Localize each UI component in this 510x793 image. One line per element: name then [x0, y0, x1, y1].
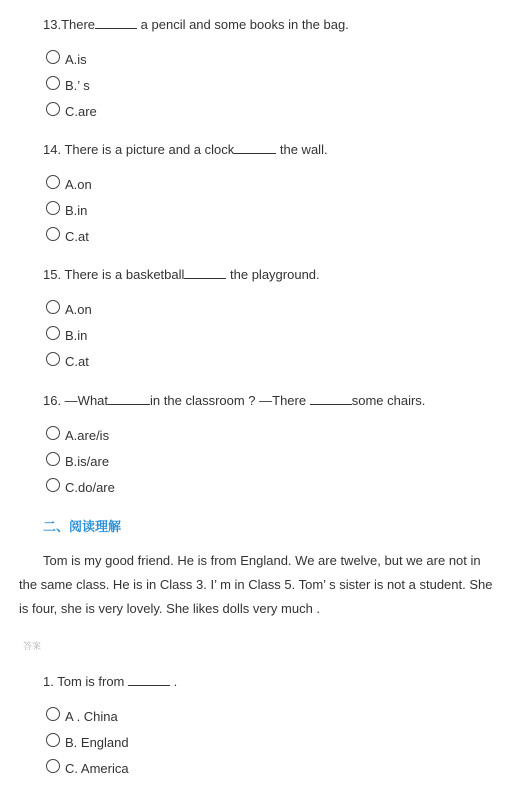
- answer-blank: [128, 673, 170, 686]
- question-13-suffix: a pencil and some books in the bag.: [137, 17, 349, 32]
- radio-button-icon[interactable]: [46, 478, 60, 492]
- radio-button-icon[interactable]: [46, 759, 60, 773]
- option-label: B.is/are: [65, 454, 110, 469]
- option-label: C.at: [65, 229, 89, 244]
- radio-button-icon[interactable]: [46, 50, 60, 64]
- reading-passage: [19, 549, 493, 621]
- radio-button-icon[interactable]: [46, 326, 60, 340]
- option-label: A.is: [65, 52, 87, 67]
- question-14-suffix: the wall.: [276, 142, 328, 157]
- radio-button-icon[interactable]: [46, 175, 60, 189]
- answer-label[interactable]: 答案: [23, 641, 42, 651]
- option-label: A.on: [65, 177, 92, 192]
- answer-blank: [108, 392, 150, 405]
- option-label: B.in: [65, 328, 88, 343]
- radio-button-icon[interactable]: [46, 76, 60, 90]
- option-label: B.in: [65, 203, 88, 218]
- option-label: C. America: [65, 761, 129, 776]
- radio-button-icon[interactable]: [46, 352, 60, 366]
- answer-blank: [95, 16, 137, 29]
- option-label: C.do/are: [65, 480, 115, 495]
- passage-text: Tom is my good friend. He is from England. We are twelve, but we are not in the same class. He is in Class 3. I’ m in Class 5. Tom’ s sister is not a student. She is four, she is very lovely. She likes dolls very much .: [19, 553, 493, 616]
- option-label: B. England: [65, 735, 129, 750]
- answer-blank: [184, 266, 226, 279]
- question-13: [43, 16, 349, 33]
- option-label: A.are/is: [65, 428, 110, 443]
- radio-button-icon[interactable]: [46, 201, 60, 215]
- option-label: A.on: [65, 302, 92, 317]
- radio-button-icon[interactable]: [46, 102, 60, 116]
- reading-question-1: [43, 673, 177, 690]
- reading-question-suffix: .: [170, 674, 178, 689]
- option-label: C.at: [65, 354, 89, 369]
- radio-button-icon[interactable]: [46, 707, 60, 721]
- question-16-suffix: some chairs.: [351, 393, 426, 408]
- radio-button-icon[interactable]: [46, 452, 60, 466]
- question-16-prefix: 16. —What: [43, 393, 109, 408]
- radio-button-icon[interactable]: [46, 300, 60, 314]
- question-14: [43, 141, 328, 158]
- question-15-suffix: the playground.: [226, 267, 320, 282]
- radio-button-icon[interactable]: [46, 733, 60, 747]
- question-14-prefix: 14. There is a picture and a clock: [43, 142, 235, 157]
- option-label: A . China: [65, 709, 118, 724]
- question-13-prefix: 13.There: [43, 17, 96, 32]
- option-label: B.’ s: [65, 78, 90, 93]
- radio-button-icon[interactable]: [46, 227, 60, 241]
- section-title: 二、阅读理解: [43, 519, 122, 534]
- question-16-middle: in the classroom ? —There: [150, 393, 310, 408]
- radio-button-icon[interactable]: [46, 426, 60, 440]
- question-15-prefix: 15. There is a basketball: [43, 267, 185, 282]
- question-16: [43, 392, 425, 409]
- option-label: C.are: [65, 104, 97, 119]
- answer-blank: [310, 392, 352, 405]
- reading-question-prefix: 1. Tom is from: [43, 674, 129, 689]
- answer-blank: [234, 141, 276, 154]
- question-15: [43, 266, 320, 283]
